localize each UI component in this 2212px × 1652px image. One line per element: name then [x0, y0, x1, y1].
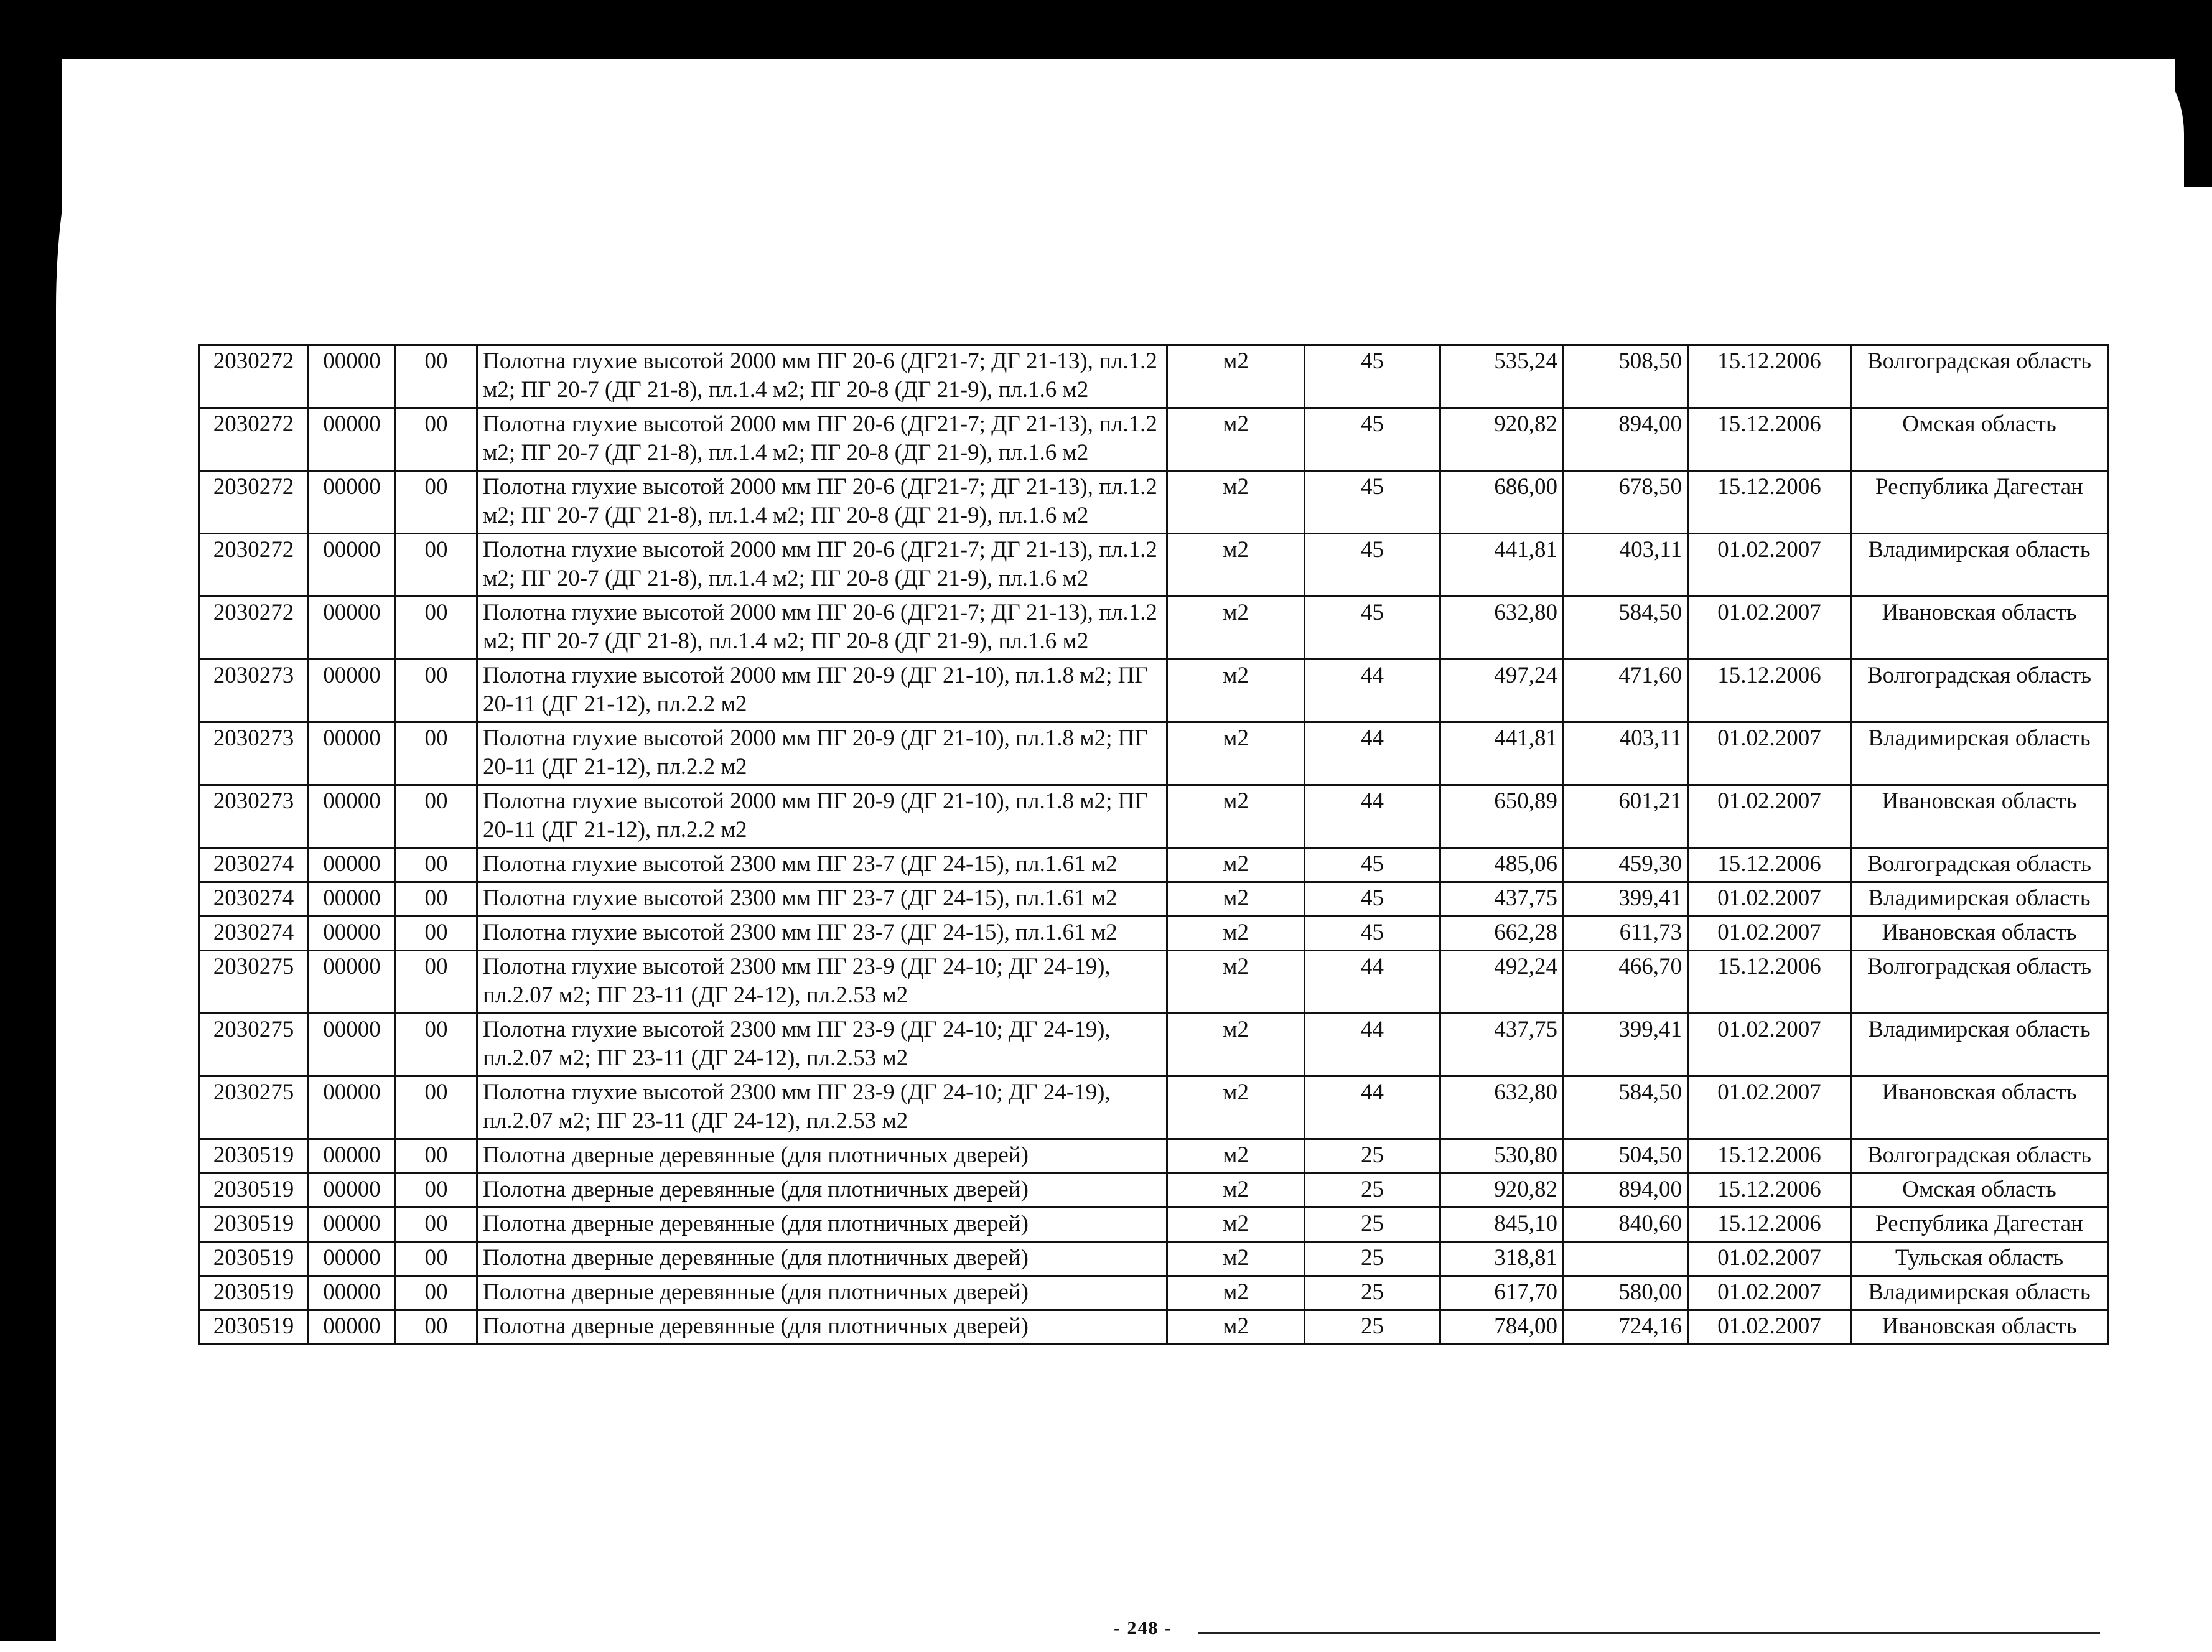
row-code: 2030273 [199, 660, 309, 722]
row-version: 00 [396, 917, 477, 951]
row-subcode: 00000 [309, 1208, 396, 1242]
row-price-2: 840,60 [1564, 1208, 1688, 1242]
row-unit: м2 [1167, 1310, 1305, 1345]
row-version: 00 [396, 408, 477, 471]
row-region: Ивановская область [1851, 785, 2108, 848]
row-group: 45 [1305, 471, 1440, 534]
row-code: 2030272 [199, 534, 309, 597]
row-date: 01.02.2007 [1688, 882, 1851, 917]
row-name: Полотна глухие высотой 2000 мм ПГ 20-6 (ДГ21-7; ДГ 21-13), пл.1.2 м2; ПГ 20-7 (ДГ 21-8), пл.1.4 м2; ПГ 20-8 (ДГ 21-9), пл.1.6 м2 [477, 408, 1167, 471]
row-code: 2030272 [199, 471, 309, 534]
row-region: Волгоградская область [1851, 848, 2108, 882]
row-name: Полотна дверные деревянные (для плотничных дверей) [477, 1139, 1167, 1174]
row-name: Полотна глухие высотой 2000 мм ПГ 20-9 (ДГ 21-10), пл.1.8 м2; ПГ 20-11 (ДГ 21-12), пл.2.2 м2 [477, 660, 1167, 722]
row-subcode: 00000 [309, 1076, 396, 1139]
row-price-2: 584,50 [1564, 597, 1688, 660]
row-price-2 [1564, 1242, 1688, 1276]
row-unit: м2 [1167, 951, 1305, 1014]
table-row [199, 951, 2108, 1014]
row-date: 15.12.2006 [1688, 1174, 1851, 1208]
row-group: 45 [1305, 534, 1440, 597]
row-price-2: 580,00 [1564, 1276, 1688, 1310]
row-code: 2030272 [199, 597, 309, 660]
row-price-1: 437,75 [1440, 882, 1564, 917]
row-subcode: 00000 [309, 848, 396, 882]
row-unit: м2 [1167, 848, 1305, 882]
row-code: 2030275 [199, 951, 309, 1014]
row-subcode: 00000 [309, 1242, 396, 1276]
row-subcode: 00000 [309, 882, 396, 917]
row-region: Тульская область [1851, 1242, 2108, 1276]
row-date: 01.02.2007 [1688, 1242, 1851, 1276]
row-name: Полотна дверные деревянные (для плотничных дверей) [477, 1310, 1167, 1345]
row-price-2: 678,50 [1564, 471, 1688, 534]
row-unit: м2 [1167, 408, 1305, 471]
row-group: 25 [1305, 1139, 1440, 1174]
row-date: 01.02.2007 [1688, 917, 1851, 951]
row-subcode: 00000 [309, 660, 396, 722]
row-unit: м2 [1167, 722, 1305, 785]
page-number: - 248 - [1114, 1618, 1172, 1638]
row-group: 44 [1305, 785, 1440, 848]
row-name: Полотна глухие высотой 2300 мм ПГ 23-7 (ДГ 24-15), пл.1.61 м2 [477, 917, 1167, 951]
row-group: 45 [1305, 345, 1440, 408]
row-name: Полотна глухие высотой 2300 мм ПГ 23-9 (ДГ 24-10; ДГ 24-19), пл.2.07 м2; ПГ 23-11 (ДГ 24-12), пл.2.53 м2 [477, 1076, 1167, 1139]
row-group: 44 [1305, 951, 1440, 1014]
row-group: 45 [1305, 917, 1440, 951]
row-name: Полотна глухие высотой 2300 мм ПГ 23-9 (ДГ 24-10; ДГ 24-19), пл.2.07 м2; ПГ 23-11 (ДГ 24-12), пл.2.53 м2 [477, 1014, 1167, 1076]
row-unit: м2 [1167, 1174, 1305, 1208]
row-price-1: 535,24 [1440, 345, 1564, 408]
row-group: 25 [1305, 1242, 1440, 1276]
row-price-1: 617,70 [1440, 1276, 1564, 1310]
scan-border-top [0, 0, 2212, 59]
row-price-2: 508,50 [1564, 345, 1688, 408]
row-price-1: 485,06 [1440, 848, 1564, 882]
row-region: Республика Дагестан [1851, 1208, 2108, 1242]
row-price-1: 662,28 [1440, 917, 1564, 951]
row-region: Ивановская область [1851, 1076, 2108, 1139]
row-region: Волгоградская область [1851, 951, 2108, 1014]
row-subcode: 00000 [309, 597, 396, 660]
row-date: 01.02.2007 [1688, 1310, 1851, 1345]
row-region: Республика Дагестан [1851, 471, 2108, 534]
row-version: 00 [396, 951, 477, 1014]
row-name: Полотна дверные деревянные (для плотничных дверей) [477, 1242, 1167, 1276]
row-price-2: 724,16 [1564, 1310, 1688, 1345]
row-code: 2030275 [199, 1076, 309, 1139]
row-subcode: 00000 [309, 722, 396, 785]
table-row [199, 534, 2108, 597]
row-date: 15.12.2006 [1688, 1139, 1851, 1174]
row-price-1: 920,82 [1440, 1174, 1564, 1208]
row-region: Омская область [1851, 1174, 2108, 1208]
row-group: 25 [1305, 1208, 1440, 1242]
table-row [199, 1174, 2108, 1208]
row-price-1: 441,81 [1440, 534, 1564, 597]
row-region: Владимирская область [1851, 722, 2108, 785]
row-version: 00 [396, 1076, 477, 1139]
row-date: 01.02.2007 [1688, 1076, 1851, 1139]
row-region: Владимирская область [1851, 534, 2108, 597]
row-price-2: 894,00 [1564, 408, 1688, 471]
row-unit: м2 [1167, 1076, 1305, 1139]
row-subcode: 00000 [309, 917, 396, 951]
row-price-1: 441,81 [1440, 722, 1564, 785]
scan-border-left [0, 0, 62, 1641]
row-name: Полотна глухие высотой 2000 мм ПГ 20-6 (ДГ21-7; ДГ 21-13), пл.1.2 м2; ПГ 20-7 (ДГ 21-8), пл.1.4 м2; ПГ 20-8 (ДГ 21-9), пл.1.6 м2 [477, 471, 1167, 534]
row-group: 44 [1305, 722, 1440, 785]
row-version: 00 [396, 345, 477, 408]
row-name: Полотна дверные деревянные (для плотничных дверей) [477, 1276, 1167, 1310]
row-unit: м2 [1167, 534, 1305, 597]
row-price-1: 686,00 [1440, 471, 1564, 534]
row-name: Полотна глухие высотой 2300 мм ПГ 23-7 (ДГ 24-15), пл.1.61 м2 [477, 848, 1167, 882]
row-date: 01.02.2007 [1688, 597, 1851, 660]
row-name: Полотна дверные деревянные (для плотничных дверей) [477, 1174, 1167, 1208]
row-price-1: 920,82 [1440, 408, 1564, 471]
row-price-1: 437,75 [1440, 1014, 1564, 1076]
row-code: 2030272 [199, 408, 309, 471]
row-price-1: 492,24 [1440, 951, 1564, 1014]
row-price-2: 399,41 [1564, 882, 1688, 917]
row-version: 00 [396, 1014, 477, 1076]
row-group: 45 [1305, 882, 1440, 917]
row-date: 15.12.2006 [1688, 951, 1851, 1014]
row-price-2: 504,50 [1564, 1139, 1688, 1174]
row-price-2: 403,11 [1564, 534, 1688, 597]
row-unit: м2 [1167, 471, 1305, 534]
row-unit: м2 [1167, 1276, 1305, 1310]
row-name: Полотна дверные деревянные (для плотничных дверей) [477, 1208, 1167, 1242]
row-date: 01.02.2007 [1688, 785, 1851, 848]
row-price-2: 611,73 [1564, 917, 1688, 951]
table-row [199, 722, 2108, 785]
table-row [199, 408, 2108, 471]
row-region: Владимирская область [1851, 1014, 2108, 1076]
row-code: 2030274 [199, 848, 309, 882]
row-subcode: 00000 [309, 345, 396, 408]
row-subcode: 00000 [309, 534, 396, 597]
row-group: 45 [1305, 597, 1440, 660]
row-date: 15.12.2006 [1688, 345, 1851, 408]
row-region: Ивановская область [1851, 1310, 2108, 1345]
row-name: Полотна глухие высотой 2300 мм ПГ 23-9 (ДГ 24-10; ДГ 24-19), пл.2.07 м2; ПГ 23-11 (ДГ 24-12), пл.2.53 м2 [477, 951, 1167, 1014]
row-region: Волгоградская область [1851, 1139, 2108, 1174]
table-row [199, 1076, 2108, 1139]
table-row [199, 471, 2108, 534]
row-code: 2030272 [199, 345, 309, 408]
row-version: 00 [396, 882, 477, 917]
row-unit: м2 [1167, 597, 1305, 660]
row-unit: м2 [1167, 345, 1305, 408]
row-version: 00 [396, 660, 477, 722]
table-row [199, 882, 2108, 917]
row-price-2: 466,70 [1564, 951, 1688, 1014]
row-price-2: 894,00 [1564, 1174, 1688, 1208]
row-group: 45 [1305, 848, 1440, 882]
row-region: Волгоградская область [1851, 345, 2108, 408]
row-code: 2030519 [199, 1208, 309, 1242]
footer-rule [1198, 1632, 2100, 1634]
row-region: Волгоградская область [1851, 660, 2108, 722]
row-unit: м2 [1167, 785, 1305, 848]
row-subcode: 00000 [309, 951, 396, 1014]
row-code: 2030274 [199, 917, 309, 951]
row-price-2: 399,41 [1564, 1014, 1688, 1076]
row-price-2: 601,21 [1564, 785, 1688, 848]
row-price-1: 845,10 [1440, 1208, 1564, 1242]
row-price-2: 459,30 [1564, 848, 1688, 882]
row-subcode: 00000 [309, 1310, 396, 1345]
row-group: 25 [1305, 1276, 1440, 1310]
row-date: 15.12.2006 [1688, 1208, 1851, 1242]
row-subcode: 00000 [309, 1174, 396, 1208]
row-group: 44 [1305, 1014, 1440, 1076]
row-code: 2030519 [199, 1310, 309, 1345]
row-group: 45 [1305, 408, 1440, 471]
row-unit: м2 [1167, 1014, 1305, 1076]
row-subcode: 00000 [309, 1014, 396, 1076]
row-unit: м2 [1167, 1208, 1305, 1242]
row-name: Полотна глухие высотой 2000 мм ПГ 20-9 (ДГ 21-10), пл.1.8 м2; ПГ 20-11 (ДГ 21-12), пл.2.2 м2 [477, 785, 1167, 848]
row-code: 2030274 [199, 882, 309, 917]
table-row [199, 1139, 2108, 1174]
row-date: 15.12.2006 [1688, 848, 1851, 882]
table-row [199, 1310, 2108, 1345]
row-code: 2030519 [199, 1139, 309, 1174]
table-row [199, 597, 2108, 660]
row-code: 2030273 [199, 722, 309, 785]
row-date: 15.12.2006 [1688, 660, 1851, 722]
row-name: Полотна глухие высотой 2000 мм ПГ 20-6 (ДГ21-7; ДГ 21-13), пл.1.2 м2; ПГ 20-7 (ДГ 21-8), пл.1.4 м2; ПГ 20-8 (ДГ 21-9), пл.1.6 м2 [477, 345, 1167, 408]
row-region: Владимирская область [1851, 882, 2108, 917]
table-row [199, 1014, 2108, 1076]
row-subcode: 00000 [309, 408, 396, 471]
row-version: 00 [396, 785, 477, 848]
row-date: 15.12.2006 [1688, 408, 1851, 471]
row-subcode: 00000 [309, 1139, 396, 1174]
row-version: 00 [396, 1242, 477, 1276]
row-price-1: 530,80 [1440, 1139, 1564, 1174]
row-version: 00 [396, 1310, 477, 1345]
row-version: 00 [396, 1139, 477, 1174]
row-region: Ивановская область [1851, 597, 2108, 660]
row-group: 25 [1305, 1310, 1440, 1345]
row-price-2: 471,60 [1564, 660, 1688, 722]
row-code: 2030519 [199, 1174, 309, 1208]
row-group: 25 [1305, 1174, 1440, 1208]
row-price-1: 784,00 [1440, 1310, 1564, 1345]
table-row [199, 660, 2108, 722]
row-unit: м2 [1167, 917, 1305, 951]
row-date: 01.02.2007 [1688, 722, 1851, 785]
row-version: 00 [396, 1174, 477, 1208]
row-unit: м2 [1167, 882, 1305, 917]
price-table [198, 344, 2109, 1345]
row-group: 44 [1305, 660, 1440, 722]
row-unit: м2 [1167, 1242, 1305, 1276]
row-code: 2030273 [199, 785, 309, 848]
row-price-1: 632,80 [1440, 597, 1564, 660]
row-price-2: 584,50 [1564, 1076, 1688, 1139]
row-version: 00 [396, 722, 477, 785]
row-name: Полотна глухие высотой 2000 мм ПГ 20-6 (ДГ21-7; ДГ 21-13), пл.1.2 м2; ПГ 20-7 (ДГ 21-8), пл.1.4 м2; ПГ 20-8 (ДГ 21-9), пл.1.6 м2 [477, 597, 1167, 660]
row-price-1: 318,81 [1440, 1242, 1564, 1276]
row-date: 01.02.2007 [1688, 534, 1851, 597]
row-subcode: 00000 [309, 1276, 396, 1310]
row-unit: м2 [1167, 1139, 1305, 1174]
row-subcode: 00000 [309, 471, 396, 534]
row-version: 00 [396, 534, 477, 597]
row-date: 01.02.2007 [1688, 1276, 1851, 1310]
row-version: 00 [396, 848, 477, 882]
row-region: Ивановская область [1851, 917, 2108, 951]
row-unit: м2 [1167, 660, 1305, 722]
row-name: Полотна глухие высотой 2300 мм ПГ 23-7 (ДГ 24-15), пл.1.61 м2 [477, 882, 1167, 917]
row-name: Полотна глухие высотой 2000 мм ПГ 20-9 (ДГ 21-10), пл.1.8 м2; ПГ 20-11 (ДГ 21-12), пл.2.2 м2 [477, 722, 1167, 785]
row-version: 00 [396, 471, 477, 534]
table-row [199, 848, 2108, 882]
row-version: 00 [396, 597, 477, 660]
table-row [199, 1276, 2108, 1310]
row-code: 2030519 [199, 1242, 309, 1276]
row-price-1: 497,24 [1440, 660, 1564, 722]
row-region: Владимирская область [1851, 1276, 2108, 1310]
table-row [199, 1242, 2108, 1276]
table-row [199, 1208, 2108, 1242]
table-row [199, 345, 2108, 408]
row-version: 00 [396, 1208, 477, 1242]
row-price-1: 632,80 [1440, 1076, 1564, 1139]
row-price-2: 403,11 [1564, 722, 1688, 785]
row-subcode: 00000 [309, 785, 396, 848]
row-region: Омская область [1851, 408, 2108, 471]
table-body [199, 345, 2108, 1345]
row-code: 2030519 [199, 1276, 309, 1310]
row-date: 15.12.2006 [1688, 471, 1851, 534]
row-version: 00 [396, 1276, 477, 1310]
table-row [199, 917, 2108, 951]
row-price-1: 650,89 [1440, 785, 1564, 848]
row-name: Полотна глухие высотой 2000 мм ПГ 20-6 (ДГ21-7; ДГ 21-13), пл.1.2 м2; ПГ 20-7 (ДГ 21-8), пл.1.4 м2; ПГ 20-8 (ДГ 21-9), пл.1.6 м2 [477, 534, 1167, 597]
row-date: 01.02.2007 [1688, 1014, 1851, 1076]
table-row [199, 785, 2108, 848]
row-code: 2030275 [199, 1014, 309, 1076]
row-group: 44 [1305, 1076, 1440, 1139]
